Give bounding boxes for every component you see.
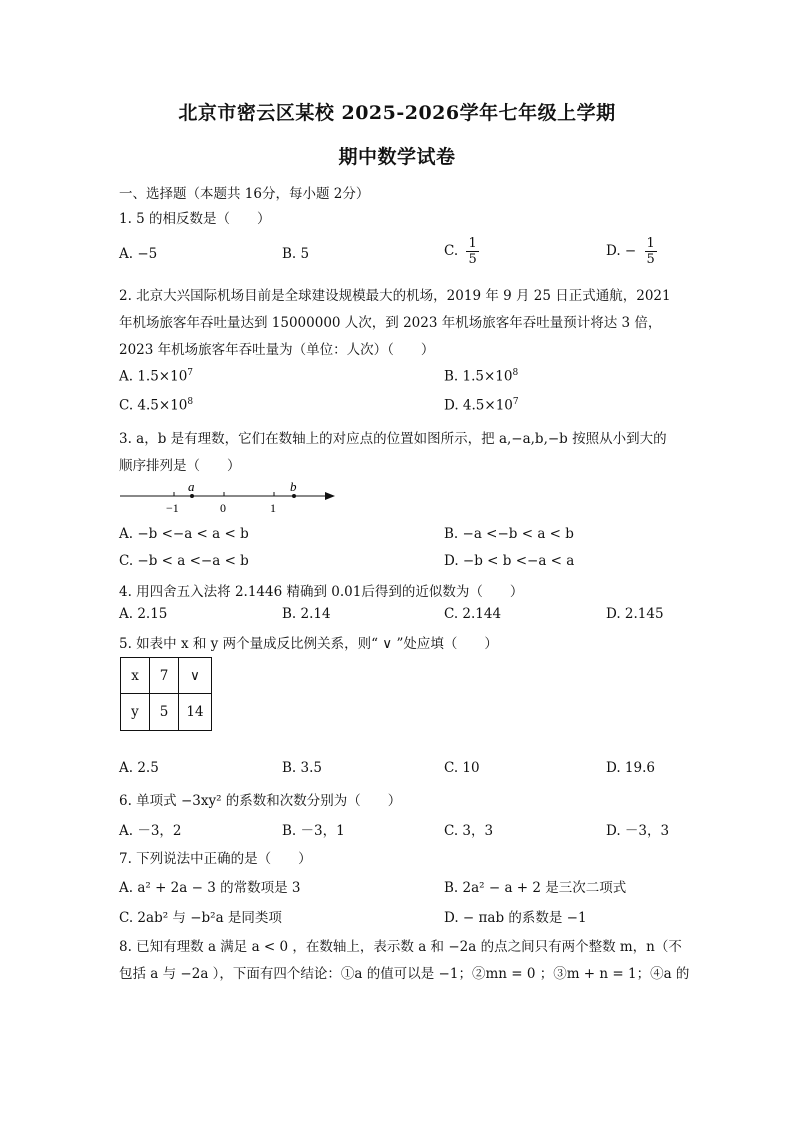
question-2-line-3: 2023 年机场旅客年吞吐量为（单位：人次）（ ）: [119, 342, 435, 358]
table-row: [121, 694, 212, 731]
question-6-option-d: D. －3，3: [606, 823, 670, 839]
question-2-option-c: [119, 397, 193, 414]
question-6-option-b: B. －3，1: [282, 823, 345, 839]
fraction-numerator: 1: [646, 236, 655, 251]
question-5-option-b: B. 3.5: [282, 760, 322, 776]
exponent: 8: [187, 397, 194, 407]
table-cell: ∨: [179, 658, 212, 694]
question-4-option-d: D. 2.145: [606, 606, 664, 622]
question-7-option-a: A. a² + 2a − 3 的常数项是 3: [119, 880, 301, 896]
question-2-option-a: [119, 368, 193, 385]
table-cell: 14: [179, 694, 212, 731]
question-7-option-d: D. − πab 的系数是 −1: [444, 910, 587, 926]
table-cell: 7: [150, 658, 179, 694]
number-line-figure: [115, 478, 345, 518]
question-3-line-2: 顺序排列是（ ）: [119, 458, 241, 474]
question-6-stem: 6. 单项式 −3xy² 的系数和次数分别为（ ）: [119, 793, 402, 809]
question-2-line-2: 年机场旅客年吞吐量达到 15000000 人次，到 2023 年机场旅客年吞吐量预计将达 3 倍，: [119, 315, 662, 331]
question-4-option-c: C. 2.144: [444, 606, 502, 622]
question-5-option-c: C. 10: [444, 760, 480, 776]
table-cell: 5: [150, 694, 179, 731]
question-5-table: [120, 657, 212, 731]
question-1-stem: 1. 5 的相反数是（ ）: [119, 211, 271, 227]
fraction: [645, 236, 657, 267]
option-text: D. 4.5×10: [444, 397, 513, 414]
point-a: [190, 494, 194, 498]
question-5-option-d: D. 19.6: [606, 760, 655, 776]
question-3-option-c: C. −b < a <−a < b: [119, 553, 249, 569]
fraction-denominator: 5: [468, 252, 477, 267]
question-2-line-1: 2. 北京大兴国际机场目前是全球建设规模最大的机场，2019 年 9 月 25 日正式通航，2021: [119, 288, 671, 304]
question-5-stem: 5. 如表中 x 和 y 两个量成反比例关系，则“ ∨ ”处应填（ ）: [119, 636, 498, 652]
table-cell: y: [121, 694, 150, 731]
question-8-line-2: 包括 a 与 −2a ），下面有四个结论：①a 的值可以是 −1；②mn = 0 ；③m + n = 1；④a 的: [119, 966, 690, 982]
question-1-option-d: [606, 236, 657, 267]
fraction-numerator: 1: [468, 236, 477, 251]
exam-title: 北京市密云区某校 2025-2026学年七年级上学期: [178, 102, 616, 124]
question-1-option-b: B. 5: [282, 246, 310, 262]
exponent: 8: [512, 368, 519, 378]
exponent: 7: [512, 397, 519, 407]
option-text: B. 1.5×10: [444, 368, 513, 385]
question-8-line-1: 8. 已知有理数 a 满足 a < 0 ，在数轴上，表示数 a 和 −2a 的点之间只有两个整数 m，n（不: [119, 939, 682, 955]
option-text: A. 1.5×10: [119, 368, 188, 385]
tick-label-neg-one: −1: [166, 501, 179, 515]
option-text: C. 4.5×10: [119, 397, 188, 414]
option-c-label: C.: [444, 243, 459, 259]
question-4-option-a: A. 2.15: [119, 606, 168, 622]
point-b: [292, 494, 296, 498]
tick-label-one: 1: [270, 501, 276, 515]
question-3-option-d: D. −b < b <−a < a: [444, 553, 575, 569]
option-d-label: D. −: [606, 243, 637, 259]
question-2-option-d: [444, 397, 519, 414]
question-1-option-a: A. −5: [119, 246, 158, 262]
exam-subtitle: 期中数学试卷: [338, 146, 456, 168]
question-1-option-c: [444, 236, 479, 267]
number-line-arrow: [325, 492, 335, 500]
question-5-option-a: A. 2.5: [119, 760, 159, 776]
question-2-option-b: [444, 368, 518, 385]
question-6-option-a: A. －3，2: [119, 823, 182, 839]
fraction: [466, 236, 478, 267]
question-4-stem: 4. 用四舍五入法将 2.1446 精确到 0.01后得到的近似数为（ ）: [119, 584, 524, 600]
table-cell: x: [121, 658, 150, 694]
question-7-option-b: B. 2a² − a + 2 是三次二项式: [444, 880, 627, 896]
tick-label-zero: 0: [220, 501, 226, 515]
exponent: 7: [187, 368, 194, 378]
question-6-option-c: C. 3，3: [444, 823, 494, 839]
point-b-label: b: [290, 479, 297, 494]
fraction-denominator: 5: [646, 252, 655, 267]
question-7-option-c: C. 2ab² 与 −b²a 是同类项: [119, 910, 282, 926]
question-4-option-b: B. 2.14: [282, 606, 331, 622]
question-3-option-b: B. −a <−b < a < b: [444, 526, 574, 542]
section-heading: 一、选择题（本题共 16分，每小题 2分）: [119, 186, 370, 202]
table-row: [121, 658, 212, 694]
question-3-option-a: A. −b <−a < a < b: [119, 526, 249, 542]
point-a-label: a: [188, 479, 195, 494]
question-7-stem: 7. 下列说法中正确的是（ ）: [119, 851, 312, 867]
question-3-line-1: 3. a，b 是有理数，它们在数轴上的对应点的位置如图所示，把 a,−a,b,−b 按照从小到大的: [119, 431, 667, 447]
